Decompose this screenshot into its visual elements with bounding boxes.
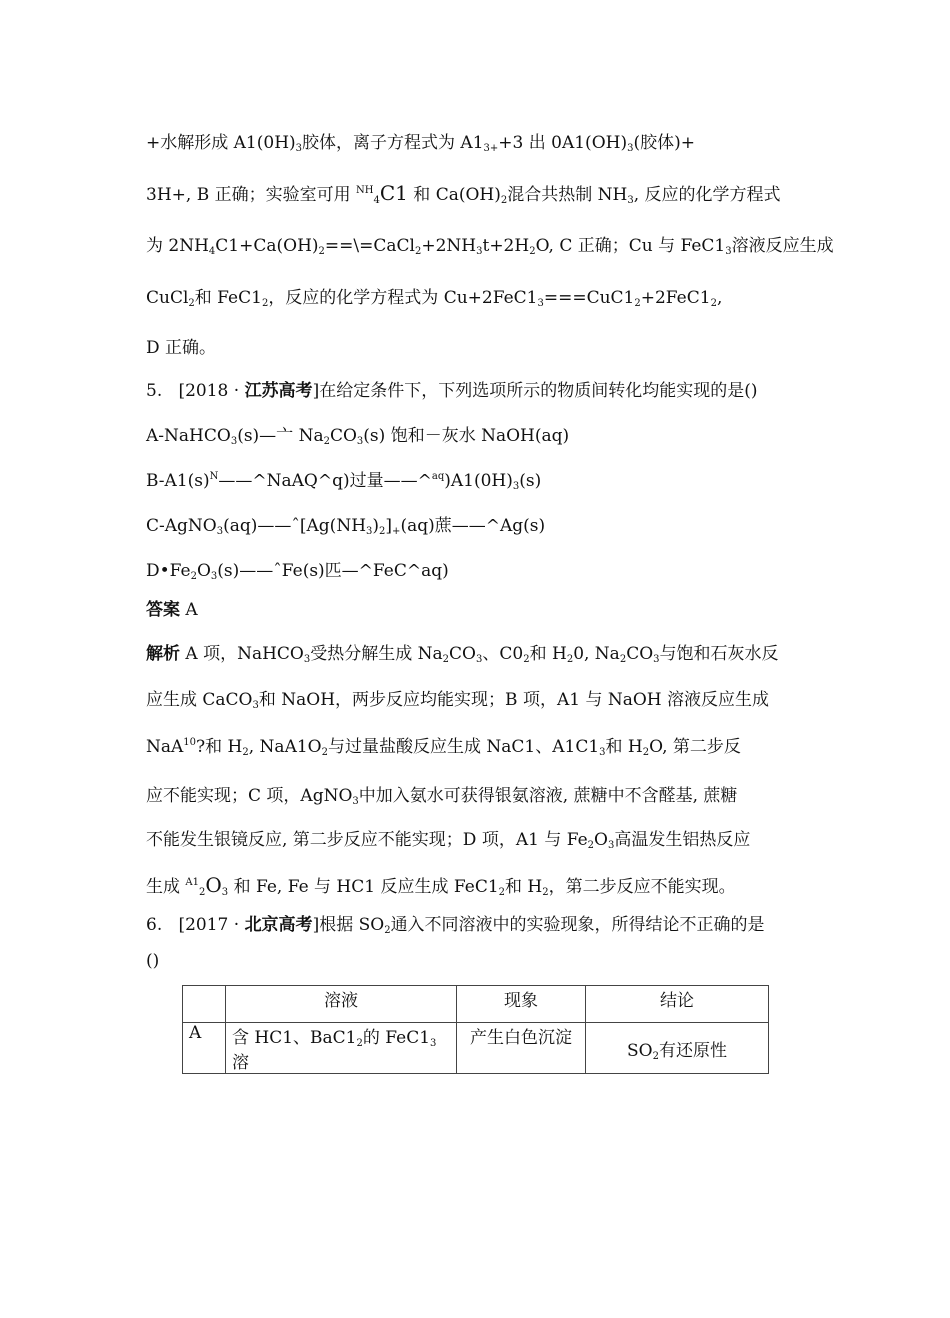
explanation-line-5: 不能发生银镜反应, 第二步反应不能实现；D 项，A1 与 $Fe_2O_3$高温发生铝热反应 xyxy=(146,830,751,851)
header-cell-blank xyxy=(183,986,226,1023)
question-6-stem: 6. [2017 · 北京高考]根据 $SO_2$通入不同溶液中的实验现象，所得结论不正确的是 xyxy=(146,915,765,936)
answer-value: A xyxy=(185,600,198,620)
experiment-table xyxy=(182,985,769,1074)
header-cell-solution: 溶液 xyxy=(226,986,457,1023)
option-d: $D•Fe_2O_3(s)——ˆFe(s)$匹—^FeC^aq) xyxy=(146,561,449,582)
table-row xyxy=(183,1023,769,1074)
option-a: A-NaHCO$_3$(s)—亠 $Na_2CO_3(s)$ 饱和－灰水 NaOH(aq) xyxy=(146,426,570,447)
row-label-cell: A xyxy=(183,1023,226,1074)
answer-label: 答案 xyxy=(146,600,180,620)
explanation-line-1: 解析 A 项，NaHCO$_3$受热分解生成 $Na_2CO_3$、$C0_2$和 $H_20$, $Na_2CO_3$与饱和石灰水反 xyxy=(146,644,779,665)
text-line-3: 为 $2NH_4C1+Ca(OH)_2==\backslash=CaCl_2+2NH_3t+2H_2O$, C 正确；Cu 与 $FeC1_3$溶液反应生成 xyxy=(146,236,834,257)
text-line-5: D 正确。 xyxy=(146,338,217,358)
explanation-line-2: 应生成 CaCO$_3$和 NaOH，两步反应均能实现；B 项，A1 与 NaOH 溶液反应生成 xyxy=(146,690,770,711)
explanation-line-4: 应不能实现；C 项，AgNO$_3$中加入氨水可获得银氨溶液, 蔗糖中不含醛基, 蔗糖 xyxy=(146,786,738,807)
question-6-paren: () xyxy=(146,951,160,971)
text-line-2: 3H+, B 正确；实验室可用 $^{NH}_4$C1 和 $Ca(OH)_2$混合共热制 $NH_3$, 反应的化学方程式 xyxy=(146,181,781,206)
option-c: $C-AgNO_3(aq)——ˆ[Ag(NH_3)_2]_+(aq)$蔗——^Ag(s) xyxy=(146,516,546,537)
explanation-line-6: 生成 $^{A1}_2O_3$ 和 Fe, Fe 与 HC1 反应生成 $FeC1_2$和 $H_2$，第二步反应不能实现。 xyxy=(146,873,736,898)
header-cell-phenomenon: 现象 xyxy=(457,986,586,1023)
row-solution-cell: 含 HC1、$BaC1_2$的 $FeC1_3$溶 xyxy=(226,1023,457,1074)
row-conclusion-cell: $SO_2$有还原性 xyxy=(586,1023,769,1074)
header-cell-conclusion: 结论 xyxy=(586,986,769,1023)
text-line-4: CuCl$_2$和 $FeC1_2$，反应的化学方程式为 $Cu+2FeC1_3===CuC1_2+2FeC1_2$, xyxy=(146,288,723,309)
explanation-label: 解析 xyxy=(146,644,180,664)
option-b: $B-A1(s)^N——\^{}NaAQ\^{}q$)过量$——\^{}^{aq})A1(0H)_3(s)$ xyxy=(146,471,542,492)
explanation-line-3: NaA$^{10}$?和 $H_2$, $NaA1O_2$与过量盐酸反应生成 NaC1、$A1C1_3$和 $H_2O$, 第二步反 xyxy=(146,737,741,758)
question-5-stem: 5. [2018 · 江苏高考]在给定条件下，下列选项所示的物质间转化均能实现的是() xyxy=(146,381,758,401)
answer-line xyxy=(146,599,198,621)
table-header-row xyxy=(183,986,769,1023)
row-phenomenon-cell: 产生白色沉淀 xyxy=(457,1023,586,1074)
text-line-1: +水解形成 $A1(0H)_3$胶体，离子方程式为 $A1_{3+}+3$ 出 $0A1(OH)_3$(胶体)+ xyxy=(146,133,695,154)
